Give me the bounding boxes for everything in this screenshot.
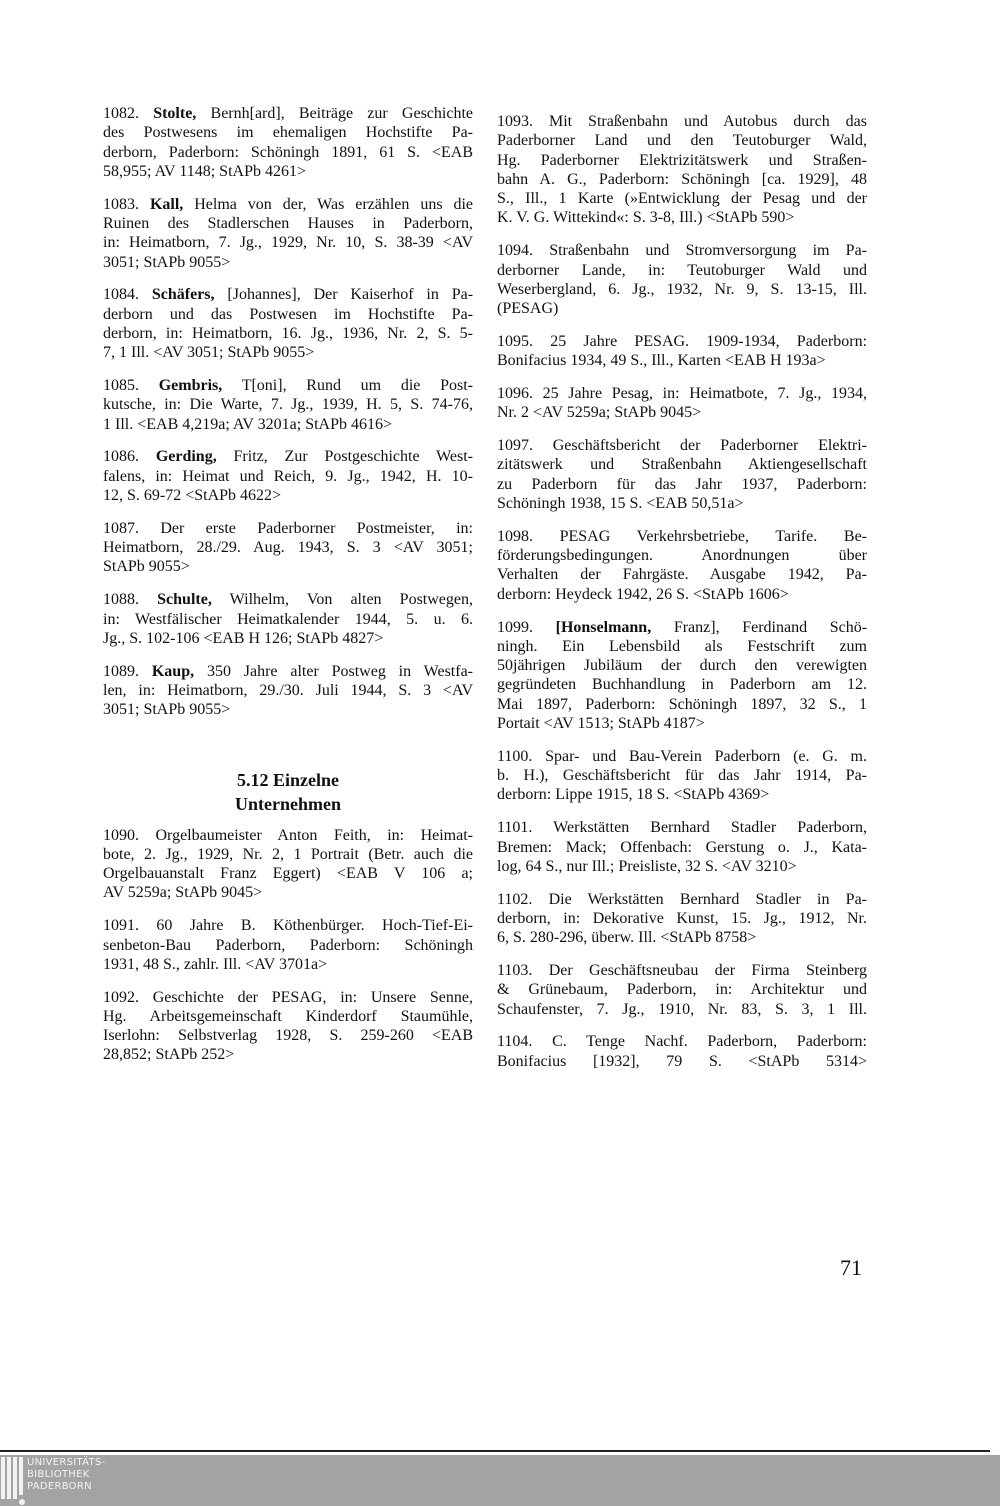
entry-line — [103, 305, 473, 324]
entry-line — [497, 403, 867, 422]
entry-line — [103, 662, 473, 681]
entry-text: ningh. Ein Lebensbild als Festschrift zum — [497, 637, 867, 655]
entry-text: derborn, Paderborn: Schöningh 1891, 61 S. <EAB — [103, 143, 473, 161]
entry-text: Die Werkstätten Bernhard Stadler in Pa- — [548, 890, 868, 908]
entry-line — [497, 436, 867, 455]
entry-text: Hg. Paderborner Elektrizitätswerk und Straßen- — [497, 151, 867, 169]
entry-line — [103, 486, 473, 505]
entry-author: Kall, — [149, 195, 184, 213]
entry-line — [103, 324, 473, 343]
entry-line — [497, 909, 867, 928]
entry-text: derborn: Heydeck 1942, 26 S. <StAPb 1606> — [497, 585, 789, 603]
entry-number: 1100. — [497, 747, 533, 765]
entry-line — [497, 637, 867, 656]
entry-line — [103, 845, 473, 864]
bibliography-entry — [103, 104, 473, 181]
entry-number: 1097. — [497, 437, 533, 455]
entry-text: förderungsbedingungen. Anordnungen über — [497, 547, 867, 565]
bibliography-entry — [103, 519, 473, 577]
entry-line — [103, 883, 473, 902]
entry-text: Portait <AV 1513; StAPb 4187> — [497, 715, 705, 733]
entry-line — [497, 585, 867, 604]
entry-number: 1085. — [103, 377, 139, 395]
entry-text: Franz], Ferdinand Schö- — [673, 618, 868, 636]
entry-text: 25 Jahre PESAG. 1909-1934, Paderborn: — [550, 332, 868, 350]
entry-line — [497, 455, 867, 474]
entry-line — [497, 618, 867, 637]
entry-line — [497, 280, 867, 299]
entry-line — [103, 955, 473, 974]
entry-line — [103, 343, 473, 362]
entry-line — [103, 988, 473, 1007]
entry-text: b. H.), Geschäftsbericht für das Jahr 1914, Pa- — [497, 767, 867, 785]
bibliography-entry — [497, 961, 867, 1019]
entry-line — [497, 475, 867, 494]
entry-author: Kaup, — [151, 662, 195, 680]
entry-text: 28,852; StAPb 252> — [103, 1046, 235, 1064]
entry-number: 1091. — [103, 917, 139, 935]
entry-line — [103, 467, 473, 486]
entry-line — [103, 1045, 473, 1064]
bibliography-entry — [103, 285, 473, 362]
entry-text: Jg., S. 102-106 <EAB H 126; StAPb 4827> — [103, 629, 384, 647]
section-heading — [103, 768, 473, 816]
entry-line — [103, 629, 473, 648]
entry-number: 1094. — [497, 242, 533, 260]
entry-text: bahn A. G., Paderborn: Schöningh [ca. 1929], 48 — [497, 170, 867, 188]
entry-text: Helma von der, Was erzählen uns die — [194, 195, 474, 213]
entry-text: Bonifacius 1934, 49 S., Ill., Karten <EAB H 193a> — [497, 352, 826, 370]
entry-line — [497, 527, 867, 546]
entry-line — [103, 557, 473, 576]
entry-text: Orgelbaumeister Anton Feith, in: Heimat- — [155, 826, 473, 844]
entry-text: Spar- und Bau-Verein Paderborn (e. G. m. — [545, 747, 867, 765]
entry-line — [103, 1026, 473, 1045]
entry-line — [497, 189, 867, 208]
entry-text: derborn, in: Dekorative Kunst, 15. Jg., 1912, Nr. — [497, 909, 867, 927]
entry-line — [497, 980, 867, 999]
entry-text: Straßenbahn und Stromversorgung im Pa- — [549, 242, 867, 260]
entry-number: 1093. — [497, 113, 533, 130]
entry-line — [497, 151, 867, 170]
entry-author: Gerding, — [155, 448, 217, 466]
entry-text: Der Geschäftsneubau der Firma Steinberg — [548, 961, 867, 979]
entry-text: 25 Jahre Pesag, in: Heimatbote, 7. Jg., 1934, — [542, 385, 868, 403]
bibliography-entry — [497, 384, 867, 423]
entry-line — [497, 332, 867, 351]
entry-number: 1092. — [103, 988, 139, 1006]
entry-text: zitätswerk und Straßenbahn Aktiengesellschaft — [497, 456, 867, 474]
entry-text: Mai 1897, Paderborn: Schöningh 1897, 32 S., 1 — [497, 695, 867, 713]
bibliography-entry — [497, 527, 867, 604]
entry-line — [103, 936, 473, 955]
entry-line — [497, 261, 867, 280]
entry-text: in: Westfälischer Heimatkalender 1944, 5. u. 6. — [103, 610, 473, 628]
entry-text: bote, 2. Jg., 1929, Nr. 2, 1 Portrait (Betr. auch die — [103, 845, 473, 863]
entry-text: Iserlohn: Selbstverlag 1928, S. 259-260 <EAB — [103, 1027, 473, 1045]
entry-text: Fritz, Zur Postgeschichte West- — [233, 448, 473, 466]
entry-text: Heimatborn, 28./29. Aug. 1943, S. 3 <AV 3051; — [103, 539, 473, 557]
entry-text: log, 64 S., nur Ill.; Preisliste, 32 S. <AV 3210> — [497, 857, 797, 875]
entry-line — [497, 351, 867, 370]
entry-text: Schöningh 1938, 15 S. <EAB 50,51a> — [497, 495, 744, 513]
bibliography-entry — [497, 112, 867, 228]
entry-text: len, in: Heimatborn, 29./30. Juli 1944, S. 3 <AV — [103, 681, 473, 699]
entry-number: 1084. — [103, 286, 139, 304]
entry-line — [497, 675, 867, 694]
entry-text: Weserbergland, 6. Jg., 1932, Nr. 9, S. 13-15, Ill. — [497, 280, 867, 298]
entry-text: S., Ill., 1 Karte (»Entwicklung der Pesag und der — [497, 190, 867, 208]
entry-line — [497, 299, 867, 318]
entry-number: 1086. — [103, 448, 139, 466]
entry-text: 12, S. 69-72 <StAPb 4622> — [103, 487, 282, 505]
entry-line — [103, 681, 473, 700]
bibliography-entry — [497, 332, 867, 371]
logo-line: BIBLIOTHEK — [27, 1469, 90, 1480]
logo-line: PADERBORN — [27, 1481, 92, 1492]
entry-line — [497, 1052, 867, 1071]
logo-line: UNIVERSITÄTS- — [27, 1457, 106, 1468]
entry-text: Geschichte der PESAG, in: Unsere Senne, — [152, 988, 473, 1006]
entry-line — [497, 766, 867, 785]
entry-number: 1098. — [497, 527, 533, 545]
entry-line — [103, 214, 473, 233]
bibliography-entry — [497, 618, 867, 734]
entry-line — [497, 241, 867, 260]
entry-line — [103, 123, 473, 142]
entry-text: 350 Jahre alter Postweg in Westfa- — [206, 662, 474, 680]
right-column — [497, 112, 867, 1084]
entry-text: 1931, 48 S., zahlr. Ill. <AV 3701a> — [103, 955, 328, 973]
entry-text: Ruinen des Stadlerschen Hauses in Paderborn, — [103, 214, 473, 232]
entry-text: falens, in: Heimat und Reich, 9. Jg., 1942, H. 10- — [103, 467, 473, 485]
entry-line — [497, 928, 867, 947]
bibliography-entry — [103, 662, 473, 720]
entry-line — [497, 546, 867, 565]
entry-line — [103, 864, 473, 883]
bibliography-entry — [103, 447, 473, 505]
entry-text: Bremen: Mack; Offenbach: Gerstung o. J., Kata- — [497, 838, 867, 856]
entry-text: derborner Lande, in: Teutoburger Wald und — [497, 261, 867, 279]
entry-line — [103, 195, 473, 214]
entry-line — [497, 170, 867, 189]
entry-text: Hg. Arbeitsgemeinschaft Kinderdorf Staumühle, — [103, 1007, 473, 1025]
entry-number: 1089. — [103, 662, 139, 680]
entry-text: & Grünebaum, Paderborn, in: Architektur und — [497, 981, 867, 999]
entry-text: 3051; StAPb 9055> — [103, 253, 231, 271]
entry-author: Schäfers, — [151, 286, 215, 304]
entry-line — [103, 415, 473, 434]
entry-text: 60 Jahre B. Köthenbürger. Hoch-Tief-Ei- — [156, 917, 474, 935]
entry-line — [103, 253, 473, 272]
entry-text: PESAG Verkehrsbetriebe, Tarife. Be- — [559, 527, 867, 545]
entry-line — [497, 208, 867, 227]
entry-text: 1 Ill. <EAB 4,219a; AV 3201a; StAPb 4616> — [103, 415, 393, 433]
page-number: 71 — [840, 1255, 862, 1280]
bibliography-entry — [103, 916, 473, 974]
entry-line — [497, 131, 867, 150]
entry-text: derborn, in: Heimatborn, 16. Jg., 1936, Nr. 2, S. 5- — [103, 324, 473, 342]
entry-number: 1090. — [103, 826, 139, 844]
entry-line — [103, 395, 473, 414]
entry-text: gegründeten Buchhandlung in Paderborn am 12. — [497, 676, 867, 694]
entry-line — [497, 857, 867, 876]
entry-list — [103, 826, 473, 1065]
entry-text: StAPb 9055> — [103, 558, 190, 576]
left-column — [103, 104, 473, 1078]
entry-text: Der erste Paderborner Postmeister, in: — [160, 519, 473, 537]
entry-line — [497, 747, 867, 766]
entry-line — [103, 590, 473, 609]
entry-text: C. Tenge Nachf. Paderborn, Paderborn: — [552, 1033, 868, 1051]
entry-line — [497, 838, 867, 857]
entry-line — [497, 384, 867, 403]
entry-number: 1102. — [497, 890, 533, 908]
entry-author: [Honselmann, — [555, 618, 652, 636]
bibliography-entry — [497, 436, 867, 513]
entry-line — [497, 1000, 867, 1019]
entry-line — [497, 961, 867, 980]
entry-line — [103, 916, 473, 935]
bibliography-entry — [497, 818, 867, 876]
entry-line — [103, 376, 473, 395]
entry-text: Bonifacius [1932], 79 S. <StAPb 5314> — [497, 1052, 867, 1070]
entry-line — [497, 1032, 867, 1051]
entry-number: 1099. — [497, 618, 533, 636]
entry-number: 1083. — [103, 195, 139, 213]
entry-text: AV 5259a; StAPb 9045> — [103, 884, 263, 902]
entry-line — [497, 818, 867, 837]
entry-text: zu Paderborn für das Jahr 1937, Paderborn: — [497, 475, 867, 493]
entry-text: Werkstätten Bernhard Stadler Paderborn, — [553, 819, 867, 837]
entry-number: 1103. — [497, 961, 533, 979]
entry-line — [497, 656, 867, 675]
bibliography-entry — [497, 1032, 867, 1071]
entry-text: Schaufenster, 7. Jg., 1910, Nr. 83, S. 3, 1 Ill. — [497, 1000, 867, 1018]
entry-text: 6, S. 280-296, überw. Ill. <StAPb 8758> — [497, 929, 757, 947]
entry-text: des Postwesens im ehemaligen Hochstifte Pa- — [103, 124, 473, 142]
entry-line — [103, 162, 473, 181]
entry-line — [103, 519, 473, 538]
entry-number: 1104. — [497, 1033, 533, 1051]
entry-text: 3051; StAPb 9055> — [103, 701, 231, 719]
entry-text: in: Heimatborn, 7. Jg., 1929, Nr. 10, S. 38-39 <AV — [103, 234, 473, 252]
entry-line — [103, 538, 473, 557]
entry-number: 1087. — [103, 519, 139, 537]
entry-number: 1088. — [103, 591, 139, 609]
entry-text: (PESAG) — [497, 300, 559, 318]
entry-line — [497, 714, 867, 733]
entry-author: Gembris, — [158, 377, 223, 395]
entry-line — [103, 826, 473, 845]
entry-text: Mit Straßenbahn und Autobus durch das — [548, 113, 867, 130]
library-logo-text — [27, 1457, 106, 1493]
entry-text: derborn und das Postwesen im Hochstifte Pa- — [103, 305, 473, 323]
entry-text: Wilhelm, Von alten Postwegen, — [229, 591, 474, 609]
divider — [0, 1450, 990, 1452]
bibliography-entry — [103, 195, 473, 272]
entry-text: [Johannes], Der Kaiserhof in Pa- — [227, 286, 474, 304]
entry-line — [497, 112, 867, 131]
entry-line — [103, 610, 473, 629]
entry-text: T[oni], Rund um die Post- — [241, 377, 474, 395]
entry-number: 1101. — [497, 819, 533, 837]
entry-text: Verhalten der Fahrgäste. Ausgabe 1942, Pa- — [497, 566, 867, 584]
bibliography-entry — [497, 890, 867, 948]
entry-line — [497, 785, 867, 804]
bibliography-entry — [103, 826, 473, 903]
entry-text: Paderborner Land und den Teutoburger Wald, — [497, 132, 867, 150]
entry-line — [103, 285, 473, 304]
entry-text: Nr. 2 <AV 5259a; StAPb 9045> — [497, 404, 702, 422]
bibliography-entry — [103, 590, 473, 648]
bibliography-entry — [497, 747, 867, 805]
entry-line — [103, 104, 473, 123]
bibliography-entry — [497, 241, 867, 318]
entry-list — [103, 104, 473, 720]
entry-line — [497, 494, 867, 513]
entry-number: 1095. — [497, 332, 533, 350]
entry-text: Bernh[ard], Beiträge zur Geschichte — [210, 105, 474, 122]
entry-text: derborn: Lippe 1915, 18 S. <StAPb 4369> — [497, 786, 770, 804]
entry-text: Geschäftsbericht der Paderborner Elektri- — [552, 437, 867, 455]
entry-line — [103, 1007, 473, 1026]
entry-text: K. V. G. Wittekind«: S. 3-8, Ill.) <StAPb 590> — [497, 209, 795, 227]
entry-text: senbeton-Bau Paderborn, Paderborn: Schöningh — [103, 936, 473, 954]
entry-author: Schulte, — [157, 591, 212, 609]
entry-text: kutsche, in: Die Warte, 7. Jg., 1939, H. 5, S. 74-76, — [103, 396, 473, 414]
entry-line — [103, 143, 473, 162]
entry-number: 1082. — [103, 105, 139, 122]
entry-text: 7, 1 Ill. <AV 3051; StAPb 9055> — [103, 344, 315, 362]
library-footer — [0, 1455, 1000, 1506]
section-heading-line: Unternehmen — [235, 793, 341, 814]
entry-text: 50jährigen Jubiläum der durch den verewigten — [497, 657, 867, 675]
entry-line — [497, 695, 867, 714]
bibliography-entry — [103, 988, 473, 1065]
entry-text: 58,955; AV 1148; StAPb 4261> — [103, 162, 306, 180]
entry-author: Stolte, — [153, 105, 197, 122]
entry-line — [497, 890, 867, 909]
entry-line — [103, 700, 473, 719]
entry-line — [497, 565, 867, 584]
entry-number: 1096. — [497, 385, 533, 403]
entry-line — [103, 447, 473, 466]
entry-line — [103, 233, 473, 252]
bibliography-entry — [103, 376, 473, 434]
entry-text: Orgelbauanstalt Franz Eggert) <EAB V 106 a; — [103, 865, 473, 883]
section-heading-line: 5.12 Einzelne — [237, 769, 339, 790]
